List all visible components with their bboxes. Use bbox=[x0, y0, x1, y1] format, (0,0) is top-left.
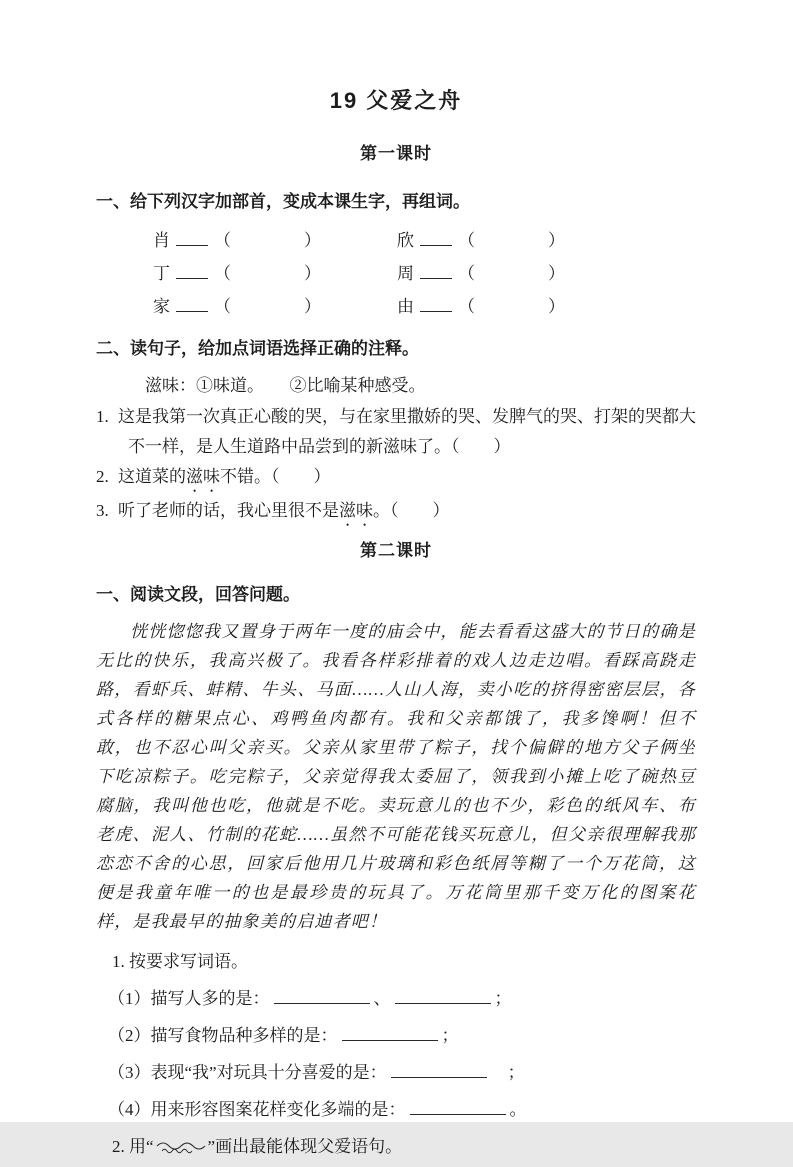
word-parens: （ ） bbox=[458, 264, 566, 283]
base-char: 丁 bbox=[153, 264, 170, 283]
question-item-4 bbox=[96, 1091, 696, 1128]
answer-blank bbox=[342, 1026, 438, 1041]
base-char: 家 bbox=[153, 297, 170, 316]
answer-blank bbox=[176, 231, 208, 246]
question-text: ； bbox=[494, 989, 512, 1008]
word-parens: （ ） bbox=[214, 231, 322, 250]
question-item-1 bbox=[96, 980, 696, 1017]
question-text: ； bbox=[441, 1026, 459, 1045]
base-char: 欣 bbox=[397, 231, 414, 250]
session-1-heading: 第一课时 bbox=[360, 144, 432, 163]
answer-blank bbox=[420, 297, 452, 312]
question-text: （2）描写食物品种多样的是： bbox=[108, 1026, 338, 1045]
question-text: （3）表现“我”对玩具十分喜爱的是： bbox=[108, 1063, 387, 1082]
question-2 bbox=[96, 1128, 696, 1167]
table-row bbox=[153, 257, 696, 290]
question-text: 、 bbox=[373, 989, 391, 1008]
sentence-text: 这道菜的 bbox=[118, 467, 186, 486]
answer-blank bbox=[391, 1063, 487, 1078]
annotation-note: 滋味：①味道。 ②比喻某种感受。 bbox=[145, 376, 426, 395]
sentence-text: 不错。（ ） bbox=[220, 467, 331, 486]
exercise-2-heading: 二、读句子，给加点词语选择正确的注释。 bbox=[96, 339, 419, 358]
dotted-word: 滋味 bbox=[339, 501, 373, 520]
key-word: 滋味 bbox=[383, 437, 417, 456]
word-parens: （ ） bbox=[458, 231, 566, 250]
sentence-2 bbox=[96, 462, 696, 496]
word-parens: （ ） bbox=[214, 297, 322, 316]
question-text: （4）用来形容图案花样变化多端的是： bbox=[108, 1100, 406, 1119]
char-cell bbox=[153, 224, 397, 257]
answer-blank bbox=[395, 989, 491, 1004]
sentence-text: 。（ ） bbox=[373, 501, 450, 520]
question-1-label: 1. 按要求写词语。 bbox=[112, 952, 248, 971]
sentence-number: 2. bbox=[96, 467, 109, 486]
char-cell bbox=[153, 257, 397, 290]
question-text: 2. 用“ bbox=[112, 1137, 154, 1156]
wavy-line-icon bbox=[154, 1130, 208, 1167]
dotted-word: 滋味 bbox=[186, 467, 220, 486]
char-cell bbox=[397, 224, 641, 257]
question-text: ； bbox=[490, 1063, 525, 1082]
sentence-text: 了。（ ） bbox=[417, 437, 511, 456]
reading-exercise-heading: 一、阅读文段，回答问题。 bbox=[96, 585, 300, 604]
table-row bbox=[153, 224, 696, 257]
session-2-heading: 第二课时 bbox=[360, 541, 432, 560]
radical-exercise-table bbox=[96, 224, 696, 323]
sentence-3 bbox=[96, 496, 696, 530]
char-cell bbox=[397, 290, 641, 323]
table-row bbox=[153, 290, 696, 323]
question-text: 。 bbox=[509, 1100, 527, 1119]
answer-blank bbox=[274, 989, 370, 1004]
question-text: ”画出最能体现父爱语句。 bbox=[207, 1137, 403, 1156]
sentence-number: 3. bbox=[96, 501, 109, 520]
base-char: 肖 bbox=[153, 231, 170, 250]
char-cell bbox=[397, 257, 641, 290]
char-cell bbox=[153, 290, 397, 323]
question-item-3 bbox=[96, 1054, 696, 1091]
reading-passage: 恍恍惚惚我又置身于两年一度的庙会中，能去看看这盛大的节日的确是无比的快乐，我高兴极了。我看各样彩排着的戏人边走边唱。看踩高跷走路，看虾兵、蚌精、牛头、马面……人山人海，卖小吃的挤得密密层层，各式各样的糖果点心、鸡鸭鱼肉都有。我和父亲都饿了，我多馋啊！但不敢，也不忍心叫父亲买。父亲从家里带了粽子，找个偏僻的地方父子俩坐下吃凉粽子。吃完粽子，父亲觉得我太委屈了，领我到小摊上吃了碗热豆腐脑，我叫他也吃，他就是不吃。卖玩意儿的也不少，彩色的纸风车、布老虎、泥人、竹制的花蛇……虽然不可能花钱买玩意儿，但父亲很理解我那恋恋不舍的心思，回家后他用几片玻璃和彩色纸屑等糊了一个万花筒，这便是我童年唯一的也是最珍贵的玩具了。万花筒里那千变万化的图案花样，是我最早的抽象美的启迪者吧！ bbox=[96, 622, 696, 931]
page-title: 19 父爱之舟 bbox=[329, 88, 463, 113]
answer-blank bbox=[420, 264, 452, 279]
sentence-number: 1. bbox=[96, 407, 109, 426]
word-parens: （ ） bbox=[458, 297, 566, 316]
question-item-2 bbox=[96, 1017, 696, 1054]
question-text: （1）描写人多的是： bbox=[108, 989, 270, 1008]
sentence-1 bbox=[96, 402, 696, 462]
sentence-text: 听了老师的话，我心里很不是 bbox=[118, 501, 339, 520]
answer-blank bbox=[420, 231, 452, 246]
base-char: 周 bbox=[397, 264, 414, 283]
answer-blank bbox=[176, 297, 208, 312]
answer-blank bbox=[176, 264, 208, 279]
sentence-text: 这是我第一次真正心酸的哭，与在家里撒娇的哭、发脾气的哭、打架的哭都大不一样，是人生道路中品尝到的新 bbox=[118, 407, 696, 456]
answer-blank bbox=[410, 1100, 506, 1115]
exercise-1-heading: 一、给下列汉字加部首，变成本课生字，再组词。 bbox=[96, 192, 470, 211]
word-parens: （ ） bbox=[214, 264, 322, 283]
base-char: 由 bbox=[397, 297, 414, 316]
